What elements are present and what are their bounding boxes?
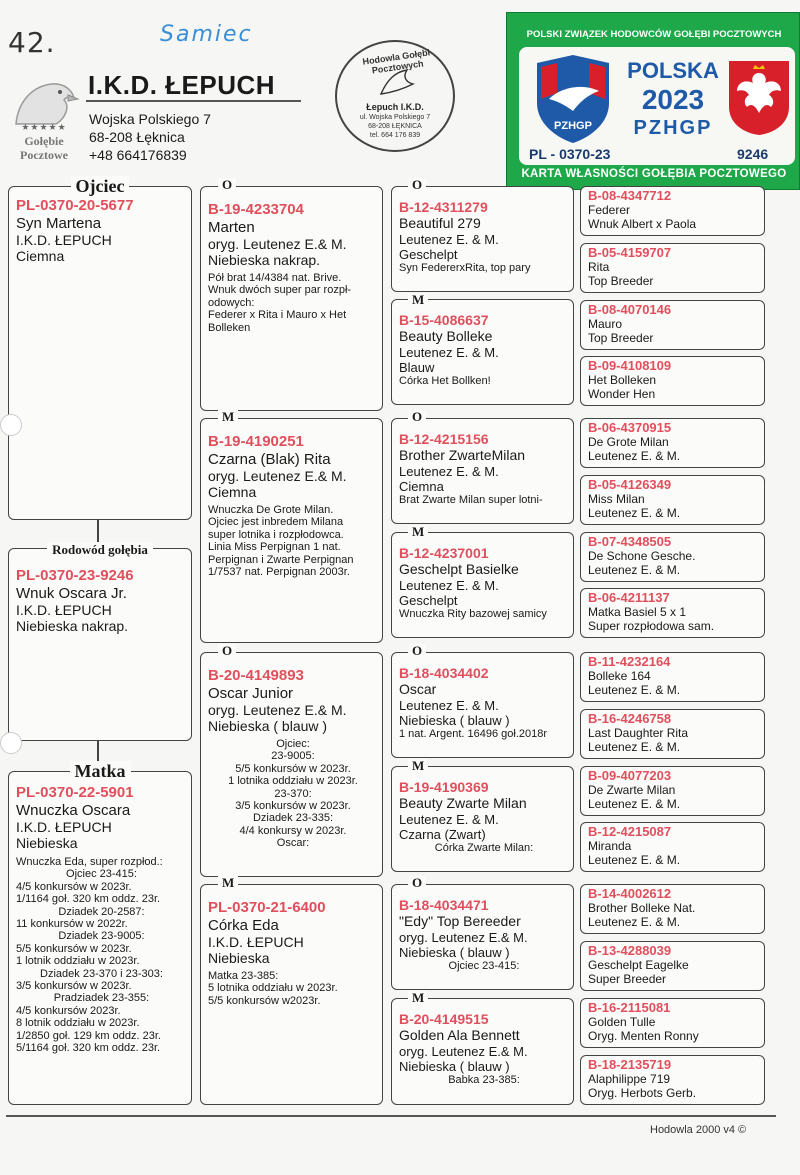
- gen4-box[interactable]: [580, 300, 765, 350]
- gen4-ring: B-13-4288039: [588, 943, 672, 958]
- gen4-name: Geschelpt Eagelke: [588, 957, 689, 972]
- stamp-line-1: ul. Wojska Polskiego 7: [359, 114, 431, 121]
- gen2-owner: oryg. Leutenez E.& M.: [208, 236, 347, 253]
- card-number: 9246: [737, 146, 769, 162]
- gen2-color: Niebieska: [208, 950, 270, 967]
- gen4-name: Rita: [588, 259, 610, 274]
- subject-box[interactable]: [8, 548, 192, 741]
- gen3-ring: B-19-4190369: [399, 779, 489, 795]
- gen3-name: Oscar: [399, 681, 437, 698]
- sex-label: O: [408, 644, 426, 658]
- pigeon-stamp-icon: [377, 66, 417, 98]
- gen3-ring: B-12-4311279: [399, 199, 488, 215]
- gen4-box[interactable]: [580, 588, 765, 638]
- mother-note: 3/5 konkursów w 2023r.: [16, 980, 132, 993]
- gen3-name: Golden Ala Bennett: [399, 1027, 520, 1044]
- gen3-name: Beauty Zwarte Milan: [399, 795, 527, 812]
- gen4-owner: Top Breeder: [588, 330, 654, 345]
- mother-name: Wnuczka Oscara: [16, 801, 131, 819]
- sex-label: M: [408, 759, 428, 773]
- gen4-owner: Oryg. Menten Ronny: [588, 1028, 699, 1043]
- gen3-box[interactable]: [391, 998, 574, 1105]
- gen2-owner: oryg. Leutenez E.& M.: [208, 468, 347, 485]
- gen2-ring: B-19-4190251: [208, 433, 304, 450]
- mother-ring: PL-0370-22-5901: [16, 784, 134, 801]
- gen4-box[interactable]: [580, 186, 765, 236]
- mother-note: Dziadek 20-2587:: [58, 905, 145, 918]
- mother-note: 8 lotnik oddziału w 2023r.: [16, 1017, 140, 1030]
- gen3-box[interactable]: [391, 884, 574, 990]
- ownership-card: [506, 12, 800, 190]
- title-underline: [86, 100, 301, 102]
- card-ring: PL - 0370-23: [529, 146, 611, 162]
- mother-note: 1/2850 goł. 129 km oddz. 23r.: [16, 1029, 161, 1042]
- phone: +48 664176839: [89, 147, 187, 163]
- gen4-ring: B-09-4108109: [588, 358, 672, 373]
- address-line2: 68-208 Łęknica: [89, 129, 185, 145]
- gen3-box[interactable]: [391, 299, 574, 405]
- gen4-ring: B-12-4215087: [588, 824, 672, 839]
- gen2-name: Oscar Junior: [208, 684, 294, 702]
- subject-ring: PL-0370-23-9246: [16, 567, 134, 584]
- mother-box[interactable]: [8, 771, 192, 1105]
- gen3-note: Babka 23-385:: [448, 1074, 520, 1087]
- gen2-ring: B-20-4149893: [208, 667, 304, 684]
- gen3-color: Geschelpt: [399, 246, 458, 262]
- gen2-color: Niebieska nakrap.: [208, 252, 321, 269]
- gen4-name: De Zwarte Milan: [588, 782, 676, 797]
- gen4-owner: Leutenez E. & M.: [588, 852, 681, 867]
- punch-hole: [0, 414, 22, 436]
- gen3-name: Beautiful 279: [399, 215, 481, 232]
- gen4-box[interactable]: [580, 766, 765, 816]
- gen4-name: Miranda: [588, 838, 632, 853]
- gen3-owner: Leutenez E. & M.: [399, 811, 499, 827]
- gen2-name: Marten: [208, 218, 255, 236]
- gen4-owner: Super rozpłodowa sam.: [588, 618, 715, 633]
- gen4-box[interactable]: [580, 822, 765, 872]
- gen2-box[interactable]: [200, 652, 383, 877]
- gen2-notes: Pół brat 14/4384 nat. Brive. Wnuk dwóch super par rozpł- odowych: Federer x Rita i Mauro x Het Bolleken: [208, 271, 352, 334]
- footer-rule: [6, 1115, 776, 1117]
- gen4-name: De Grote Milan: [588, 434, 669, 449]
- gen4-ring: B-08-4347712: [588, 188, 672, 203]
- gen3-name: Brother ZwarteMilan: [399, 447, 526, 464]
- gen4-owner: Leutenez E. & M.: [588, 796, 681, 811]
- gen3-owner: Leutenez E. & M.: [399, 463, 499, 479]
- subject-owner: I.K.D. ŁEPUCH: [16, 602, 112, 619]
- gen4-owner: Leutenez E. & M.: [588, 914, 681, 929]
- card-year: 2023: [641, 84, 705, 115]
- gen4-owner: Leutenez E. & M.: [588, 448, 681, 463]
- gen4-box[interactable]: [580, 998, 765, 1048]
- gen4-ring: B-07-4348505: [588, 534, 672, 549]
- gen4-name: Alaphilippe 719: [588, 1071, 671, 1086]
- mother-note: Dziadek 23-9005:: [58, 930, 145, 943]
- subject-name: Wnuk Oscara Jr.: [16, 584, 127, 602]
- gen3-color: Niebieska ( blauw ): [399, 712, 510, 728]
- mother-note: 1 lotnik oddziału w 2023r.: [16, 955, 140, 968]
- gen4-ring: B-16-2115081: [588, 1000, 671, 1015]
- gen2-ring: B-19-4233704: [208, 201, 304, 218]
- gen3-note: Córka Zwarte Milan:: [434, 842, 534, 855]
- gen4-name: Brother Bolleke Nat.: [588, 900, 696, 915]
- mother-note: 1/1164 goł. 320 km oddz. 23r.: [16, 893, 161, 906]
- gen2-color: Ciemna: [208, 484, 257, 501]
- gen4-owner: Wonder Hen: [588, 386, 656, 401]
- card-inner: [519, 47, 795, 165]
- subject-color: Niebieska nakrap.: [16, 618, 129, 635]
- father-ring: PL-0370-20-5677: [16, 197, 134, 214]
- gen3-ring: B-12-4237001: [399, 545, 489, 561]
- gen3-color: Blauw: [399, 359, 435, 375]
- gen2-ring: PL-0370-21-6400: [208, 899, 326, 916]
- gen3-note: 1 nat. Argent. 16496 goł.2018r: [399, 728, 548, 741]
- gen4-box[interactable]: [580, 709, 765, 759]
- mother-owner: I.K.D. ŁEPUCH: [16, 819, 112, 836]
- gen4-box[interactable]: [580, 1055, 765, 1105]
- gen4-ring: B-18-2135719: [588, 1057, 672, 1072]
- logo-stars: ★★★★★: [21, 122, 67, 132]
- gen4-owner: Leutenez E. & M.: [588, 682, 681, 697]
- gen4-box[interactable]: [580, 884, 765, 934]
- gen2-notes: Wnuczka De Grote Milan. Ojciec jest inbredem Milana super lotnika i rozpłodowca. Linia Miss Perpignan 1 nat. Perpignan i Zwarte Perpignan 1/7537 nat. Perpignan 2003r.: [208, 503, 354, 578]
- gen4-box[interactable]: [580, 532, 765, 582]
- gen2-box[interactable]: [200, 418, 383, 643]
- sex-label: O: [408, 876, 426, 890]
- gen4-owner: Super Breeder: [588, 971, 667, 986]
- gen3-name: Beauty Bolleke: [399, 328, 493, 345]
- gen3-color: Niebieska ( blauw ): [399, 1058, 510, 1074]
- card-footer: KARTA WŁASNOŚCI GOŁĘBIA POCZTOWEGO: [521, 168, 787, 180]
- gen3-name: Geschelpt Basielke: [399, 561, 519, 578]
- gen3-box[interactable]: [391, 532, 574, 638]
- father-name: Syn Martena: [16, 214, 102, 232]
- gen4-ring: B-14-4002612: [588, 886, 672, 901]
- gen2-box[interactable]: [200, 186, 383, 411]
- gen3-note: Brat Zwarte Milan super lotni-: [399, 494, 543, 507]
- gen4-name: Miss Milan: [588, 491, 645, 506]
- gen2-name: Córka Eda: [208, 916, 279, 934]
- stamp-arc-text: Hodowla Gołębi Pocztowych: [361, 47, 431, 76]
- gen3-box[interactable]: [391, 418, 574, 524]
- sex-label: O: [218, 178, 236, 192]
- breeder-stamp: [335, 40, 455, 152]
- gen3-ring: B-15-4086637: [399, 312, 489, 328]
- gen3-color: Niebieska ( blauw ): [399, 944, 510, 960]
- matka-label: Matka: [8, 761, 192, 782]
- card-country: POLSKA: [627, 58, 719, 83]
- gen3-note: Ojciec 23-415:: [448, 960, 520, 973]
- gen4-name: De Schone Gesche.: [588, 548, 696, 563]
- gen3-note: Córka Het Bollken!: [399, 375, 491, 388]
- gen4-ring: B-06-4370915: [588, 420, 672, 435]
- gen4-name: Golden Tulle: [588, 1014, 656, 1029]
- gen2-owner: I.K.D. ŁEPUCH: [208, 934, 304, 951]
- gen4-ring: B-11-4232164: [588, 654, 671, 669]
- breeder-title: I.K.D. ŁEPUCH: [88, 70, 276, 100]
- sex-label: O: [408, 410, 426, 424]
- mother-note: 4/5 konkursów 2023r.: [16, 1004, 121, 1017]
- gen4-name: Mauro: [588, 316, 623, 331]
- card-org: POLSKI ZWIĄZEK HODOWCÓW GOŁĘBI POCZTOWYCH: [526, 29, 782, 40]
- gen3-ring: B-18-4034471: [399, 897, 489, 913]
- gen4-name: Bolleke 164: [588, 668, 651, 683]
- gen3-box[interactable]: [391, 652, 574, 758]
- logo-label: Gołębie Pocztowe: [20, 134, 68, 162]
- gen4-owner: Wnuk Albert x Paola: [588, 216, 697, 231]
- gen4-box[interactable]: [580, 418, 765, 468]
- card-abbr: PZHGP: [633, 117, 713, 139]
- gen4-owner: Leutenez E. & M.: [588, 739, 681, 754]
- sex-label: M: [408, 293, 428, 307]
- eagle-emblem-icon: [725, 57, 793, 137]
- gen4-ring: B-05-4126349: [588, 477, 672, 492]
- father-color: Ciemna: [16, 248, 65, 265]
- mother-note: Pradziadek 23-355:: [53, 992, 150, 1005]
- rodowod-label: Rodowód gołębia: [8, 541, 192, 559]
- gen4-owner: Leutenez E. & M.: [588, 562, 681, 577]
- sex-label: O: [218, 644, 236, 658]
- gen2-box[interactable]: [200, 884, 383, 1105]
- sex-label: M: [408, 991, 428, 1005]
- gen4-box[interactable]: [580, 652, 765, 702]
- gen2-notes: Ojciec: 23-9005: 5/5 konkursów w 2023r. 1 lotnika oddziału w 2023r. 23-370: 3/5 konkursów w 2023r. Dziadek 23-335: 4/4 konkursy w 2023r. Oscar:: [228, 737, 358, 850]
- mother-note: Wnuczka Eda, super rozpłod.:: [16, 855, 163, 868]
- gen4-ring: B-09-4077203: [588, 768, 672, 783]
- gen4-ring: B-06-4211137: [588, 590, 670, 605]
- gen3-ring: B-20-4149515: [399, 1011, 489, 1027]
- gen3-owner: oryg. Leutenez E.& M.: [399, 929, 528, 945]
- gen4-name: Het Bolleken: [588, 372, 657, 387]
- gen4-box[interactable]: [580, 243, 765, 293]
- sex-label: O: [408, 178, 426, 192]
- mother-note: 5/5 konkursów w 2023r.: [16, 942, 132, 955]
- father-box[interactable]: [8, 186, 192, 520]
- gen3-color: Ciemna: [399, 478, 444, 494]
- gen4-ring: B-08-4070146: [588, 302, 672, 317]
- gen3-ring: B-18-4034402: [399, 665, 489, 681]
- gen3-box[interactable]: [391, 766, 574, 872]
- mother-note: Dziadek 23-370 i 23-303:: [40, 967, 163, 980]
- gen3-box[interactable]: [391, 186, 574, 292]
- stamp-line-2: 68-208 ŁĘKNICA: [368, 123, 422, 130]
- gen3-note: Wnuczka Rity bazowej samicy: [399, 608, 547, 621]
- gen4-ring: B-05-4159707: [588, 245, 672, 260]
- gen4-box[interactable]: [580, 941, 765, 991]
- gen4-owner: Leutenez E. & M.: [588, 505, 681, 520]
- gen2-notes: Matka 23-385: 5 lotnika oddziału w 2023r. 5/5 konkursów w2023r.: [208, 969, 338, 1007]
- gen2-name: Czarna (Blak) Rita: [208, 450, 331, 468]
- pzhgp-logo-text: PZHGP: [554, 120, 592, 132]
- gen3-ring: B-12-4215156: [399, 431, 489, 447]
- address-line1: Wojska Polskiego 7: [89, 111, 211, 127]
- logo: [8, 72, 80, 164]
- gen4-ring: B-16-4246758: [588, 711, 672, 726]
- gen3-color: Czarna (Zwart): [399, 826, 486, 842]
- sex-label: M: [408, 525, 428, 539]
- pzhgp-logo-icon: [527, 53, 619, 145]
- gen3-owner: oryg. Leutenez E.& M.: [399, 1043, 528, 1059]
- gen2-owner: oryg. Leutenez E.& M.: [208, 702, 347, 719]
- gen3-owner: Leutenez E. & M.: [399, 577, 499, 593]
- mother-note: Ojciec 23-415:: [66, 868, 137, 881]
- mother-note: 11 konkursów w 2022r.: [16, 917, 128, 930]
- gen4-owner: Oryg. Herbots Gerb.: [588, 1085, 697, 1100]
- gen3-color: Geschelpt: [399, 592, 458, 608]
- ojciec-label: Ojciec: [8, 176, 192, 197]
- mother-note: 4/5 konkursów w 2023r.: [16, 880, 132, 893]
- stamp-name: Łepuch I.K.D.: [366, 102, 424, 112]
- sex-label: M: [218, 876, 238, 890]
- gen3-owner: Leutenez E. & M.: [399, 231, 499, 247]
- mother-color: Niebieska: [16, 835, 78, 852]
- gen3-name: "Edy" Top Bereeder: [399, 913, 521, 930]
- gen4-name: Federer: [588, 202, 631, 217]
- gen3-note: Syn FedererxRita, top pary: [399, 262, 531, 275]
- gen4-name: Matka Basiel 5 x 1: [588, 604, 687, 619]
- sex-label: M: [218, 410, 238, 424]
- footer-version: Hodowla 2000 v4 ©: [650, 1124, 747, 1136]
- gen4-box[interactable]: [580, 475, 765, 525]
- handwritten-number: 42.: [8, 26, 56, 59]
- stamp-line-3: tel. 664 176 839: [369, 132, 421, 139]
- gen2-color: Niebieska ( blauw ): [208, 718, 328, 735]
- mother-note: 5/1164 goł. 320 km oddz. 23r.: [16, 1042, 161, 1055]
- gen4-name: Last Daughter Rita: [588, 725, 689, 740]
- gen4-owner: Top Breeder: [588, 273, 654, 288]
- gen3-owner: Leutenez E. & M.: [399, 344, 499, 360]
- gen4-box[interactable]: [580, 356, 765, 406]
- gen3-owner: Leutenez E. & M.: [399, 697, 499, 713]
- punch-hole: [0, 732, 22, 754]
- handwritten-note: Samiec: [160, 22, 253, 47]
- father-owner: I.K.D. ŁEPUCH: [16, 232, 112, 249]
